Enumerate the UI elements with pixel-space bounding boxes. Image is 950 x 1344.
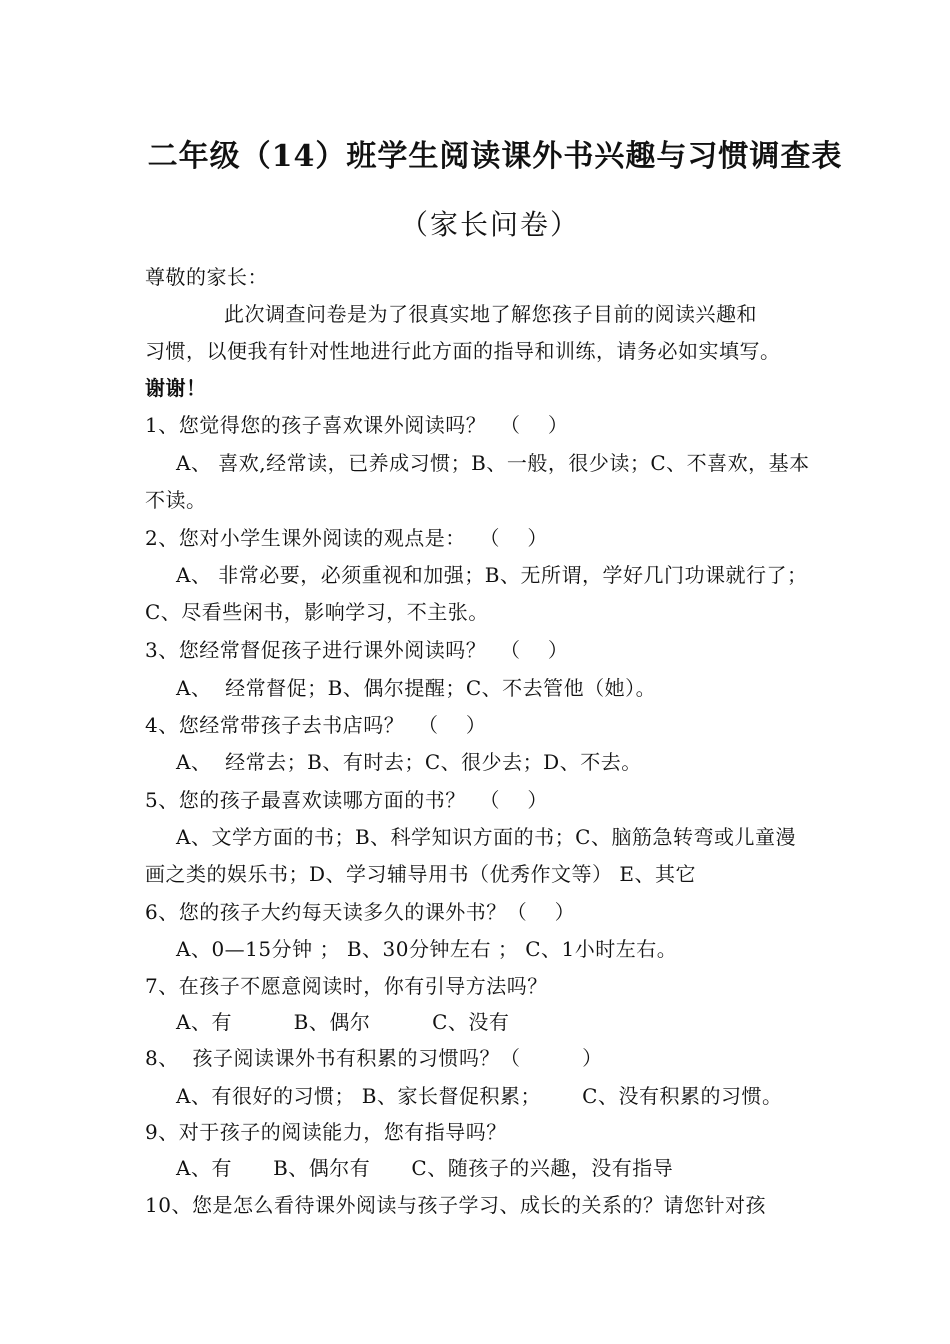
question-options: A、有很好的习惯； B、家长督促积累； C、没有积累的习惯。 bbox=[176, 1084, 783, 1108]
question-text: 7、在孩子不愿意阅读时，你有引导方法吗？ bbox=[145, 974, 548, 998]
question-options: A、0—15分钟 ； B、30分钟左右 ； C、1小时左右。 bbox=[176, 937, 678, 961]
question-text: 10、您是怎么看待课外阅读与孩子学习、成长的关系的？请您针对孩 bbox=[145, 1193, 766, 1217]
question-options: C、尽看些闲书，影响学习，不主张。 bbox=[145, 600, 489, 624]
question-options: A、 经常督促；B、偶尔提醒；C、不去管他（她）。 bbox=[176, 676, 657, 700]
question-options: A、 喜欢,经常读，已养成习惯；B、一般，很少读；C、不喜欢，基本 bbox=[176, 451, 810, 475]
question-options: A、有 B、偶尔 C、没有 bbox=[176, 1010, 510, 1034]
page-subtitle: （家长问卷） bbox=[399, 208, 580, 241]
question-text: 1、您觉得您的孩子喜欢课外阅读吗？ （ ） bbox=[145, 413, 569, 437]
intro-line: 此次调查问卷是为了很真实地了解您孩子目前的阅读兴趣和 bbox=[224, 302, 757, 326]
question-options: 不读。 bbox=[145, 488, 207, 512]
question-text: 8、 孩子阅读课外书有积累的习惯吗？（ ） bbox=[145, 1046, 603, 1070]
question-text: 9、对于孩子的阅读能力，您有指导吗？ bbox=[145, 1120, 507, 1144]
intro-line: 习惯，以便我有针对性地进行此方面的指导和训练，请务必如实填写。 bbox=[145, 339, 781, 363]
question-options: A、 非常必要，必须重视和加强；B、无所谓，学好几门功课就行了； bbox=[176, 563, 808, 587]
question-text: 3、您经常督促孩子进行课外阅读吗？ （ ） bbox=[145, 638, 569, 662]
question-options: 画之类的娱乐书；D、学习辅导用书（优秀作文等） E、其它 bbox=[145, 862, 696, 886]
question-text: 6、您的孩子大约每天读多久的课外书？（ ） bbox=[145, 900, 576, 924]
question-options: A、文学方面的书；B、科学知识方面的书；C、脑筋急转弯或儿童漫 bbox=[176, 825, 796, 849]
greeting: 尊敬的家长： bbox=[145, 265, 268, 289]
question-text: 2、您对小学生课外阅读的观点是： （ ） bbox=[145, 526, 548, 550]
question-text: 5、您的孩子最喜欢读哪方面的书？ （ ） bbox=[145, 788, 548, 812]
question-options: A、有 B、偶尔有 C、随孩子的兴趣，没有指导 bbox=[176, 1156, 674, 1180]
question-options: A、 经常去；B、有时去；C、很少去；D、不去。 bbox=[176, 750, 642, 774]
question-text: 4、您经常带孩子去书店吗？ （ ） bbox=[145, 713, 487, 737]
page-title: 二年级（14）班学生阅读课外书兴趣与习惯调查表 bbox=[147, 139, 843, 174]
intro-line: 谢谢！ bbox=[145, 376, 207, 400]
